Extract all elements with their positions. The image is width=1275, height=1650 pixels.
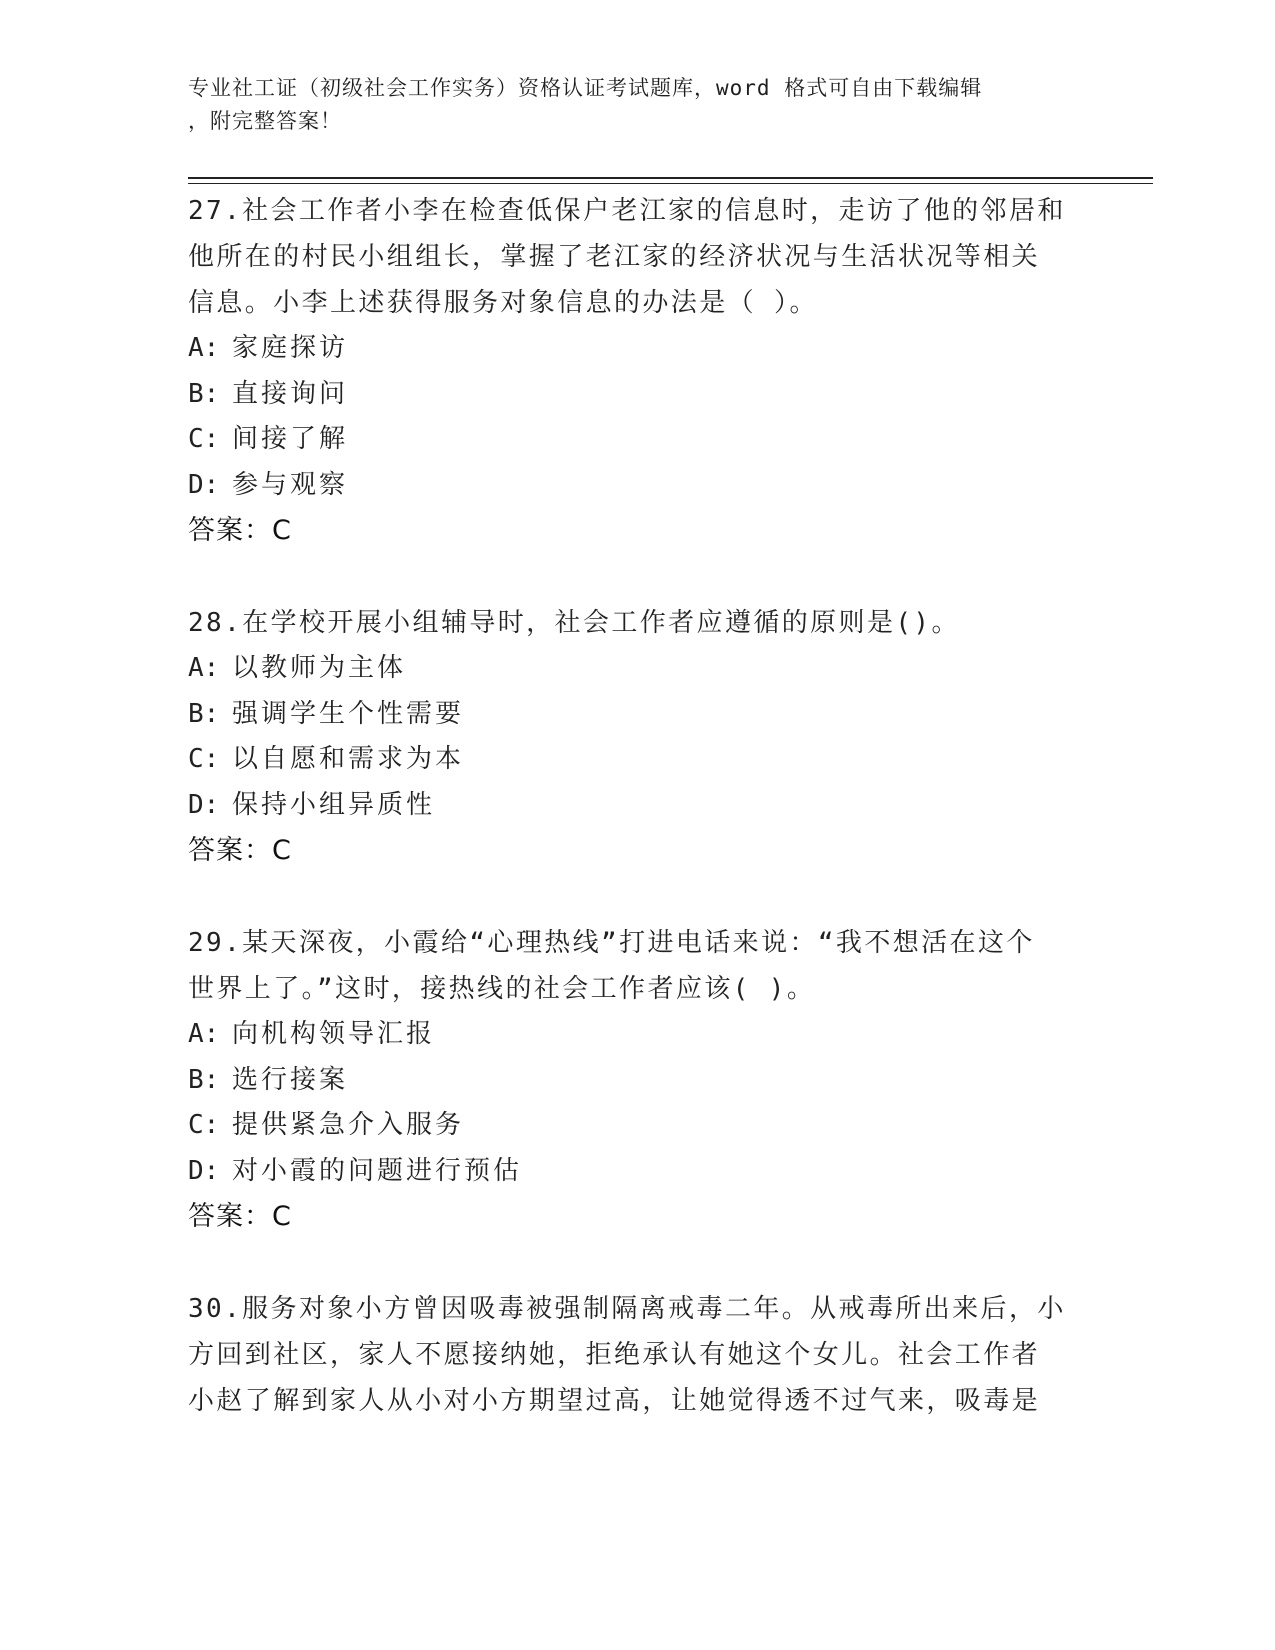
option-b <box>188 372 1088 418</box>
question-list <box>188 188 1088 1424</box>
option-label: B: <box>188 698 220 729</box>
option-c <box>188 1103 1088 1149</box>
option-a <box>188 646 1088 692</box>
option-text: 选行接案 <box>232 1064 349 1095</box>
option-label: D: <box>188 469 220 500</box>
question-stem-line: 27.社会工作者小李在检查低保户老江家的信息时，走访了他的邻居和 <box>188 196 1066 226</box>
question-stem-line: 他所在的村民小组组长，掌握了老江家的经济状况与生活状况等相关 <box>188 242 1041 272</box>
question-stem-line: 小赵了解到家人从小对小方期望过高，让她觉得透不过气来，吸毒是 <box>188 1386 1041 1416</box>
option-d <box>188 783 1088 829</box>
option-c <box>188 417 1088 463</box>
option-label: A: <box>188 653 220 683</box>
question-28 <box>188 600 1088 874</box>
option-label: A: <box>188 333 220 363</box>
option-d <box>188 1149 1088 1195</box>
option-label: C: <box>188 744 220 774</box>
option-text: 提供紧急介入服务 <box>232 1110 465 1140</box>
answer-line: 答案：C <box>188 1201 292 1232</box>
option-text: 保持小组异质性 <box>232 789 436 820</box>
option-text: 强调学生个性需要 <box>232 698 465 729</box>
answer-line: 答案：C <box>188 835 292 866</box>
option-a <box>188 326 1088 372</box>
option-text: 对小霞的问题进行预估 <box>232 1155 523 1186</box>
option-b <box>188 1058 1088 1104</box>
option-text: 以教师为主体 <box>232 653 407 683</box>
question-stem-line: 28.在学校开展小组辅导时，社会工作者应遵循的原则是()。 <box>188 608 960 638</box>
question-stem-line: 信息。小李上述获得服务对象信息的办法是（ ）。 <box>188 288 818 318</box>
question-spacer <box>188 874 1088 920</box>
option-text: 参与观察 <box>232 469 349 500</box>
header-divider-thick <box>188 177 1153 179</box>
option-text: 家庭探访 <box>232 333 349 363</box>
option-label: B: <box>188 378 220 409</box>
option-label: B: <box>188 1064 220 1095</box>
option-text: 直接询问 <box>232 378 349 409</box>
option-a <box>188 1012 1088 1058</box>
question-spacer <box>188 1240 1088 1286</box>
answer-line: 答案：C <box>188 515 292 546</box>
option-text: 向机构领导汇报 <box>232 1019 436 1049</box>
option-d <box>188 463 1088 509</box>
document-header <box>188 72 1088 138</box>
question-spacer <box>188 554 1088 600</box>
question-stem-line: 29.某天深夜，小霞给“心理热线”打进电话来说：“我不想活在这个 <box>188 928 1035 958</box>
option-text: 以自愿和需求为本 <box>232 744 465 774</box>
header-line-1: 专业社工证（初级社会工作实务）资格认证考试题库，word 格式可自由下载编辑 <box>188 76 983 100</box>
option-label: C: <box>188 1110 220 1140</box>
option-label: D: <box>188 1155 220 1186</box>
option-label: D: <box>188 789 220 820</box>
option-label: A: <box>188 1019 220 1049</box>
option-label: C: <box>188 424 220 454</box>
question-27 <box>188 188 1088 554</box>
question-29 <box>188 920 1088 1240</box>
question-stem-line: 方回到社区，家人不愿接纳她，拒绝承认有她这个女儿。社会工作者 <box>188 1340 1041 1370</box>
question-stem-line: 30.服务对象小方曾因吸毒被强制隔离戒毒二年。从戒毒所出来后，小 <box>188 1294 1066 1324</box>
header-line-2: ，附完整答案！ <box>188 109 342 133</box>
option-b <box>188 692 1088 738</box>
question-30 <box>188 1286 1088 1424</box>
option-text: 间接了解 <box>232 424 349 454</box>
option-c <box>188 737 1088 783</box>
question-stem-line: 世界上了。”这时，接热线的社会工作者应该( )。 <box>188 974 816 1004</box>
header-divider-thin <box>188 183 1153 184</box>
